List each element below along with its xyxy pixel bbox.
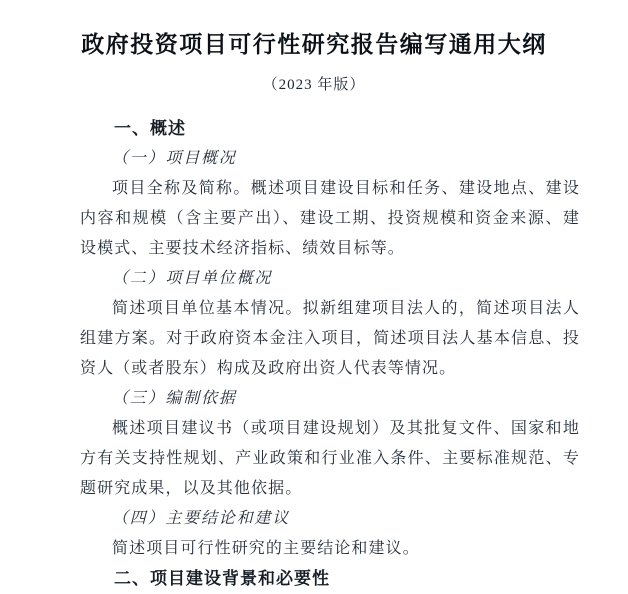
document-body	[80, 114, 580, 594]
body-paragraph: 简述项目单位基本情况。拟新组建项目法人的，简述项目法人组建方案。对于政府资本金注入项目，简述项目法人基本信息、投资人（或者股东）构成及政府出资人代表等情况。	[80, 300, 580, 377]
document-title: 政府投资项目可行性研究报告编写通用大纲	[81, 32, 547, 57]
section-subheading: （一）项目概况	[112, 150, 237, 167]
section-subheading: （二）项目单位概况	[112, 270, 273, 287]
section-heading: 一、概述	[114, 119, 186, 138]
section-subheading: （四）主要结论和建议	[112, 510, 291, 527]
document-edition: （2023 年版）	[262, 77, 366, 93]
section-subheading: （三）编制依据	[112, 390, 237, 407]
body-paragraph: 概述项目建议书（或项目建设规划）及其批复文件、国家和地方有关支持性规划、产业政策和行业准入条件、主要标准规范、专题研究成果，以及其他依据。	[80, 420, 580, 497]
body-paragraph: 项目全称及简称。概述项目建设目标和任务、建设地点、建设内容和规模（含主要产出）、建设工期、投资规模和资金来源、建设模式、主要技术经济指标、绩效目标等。	[80, 180, 580, 257]
body-paragraph: 简述项目可行性研究的主要结论和建议。	[112, 540, 420, 557]
section-heading: 二、项目建设背景和必要性	[114, 569, 330, 588]
